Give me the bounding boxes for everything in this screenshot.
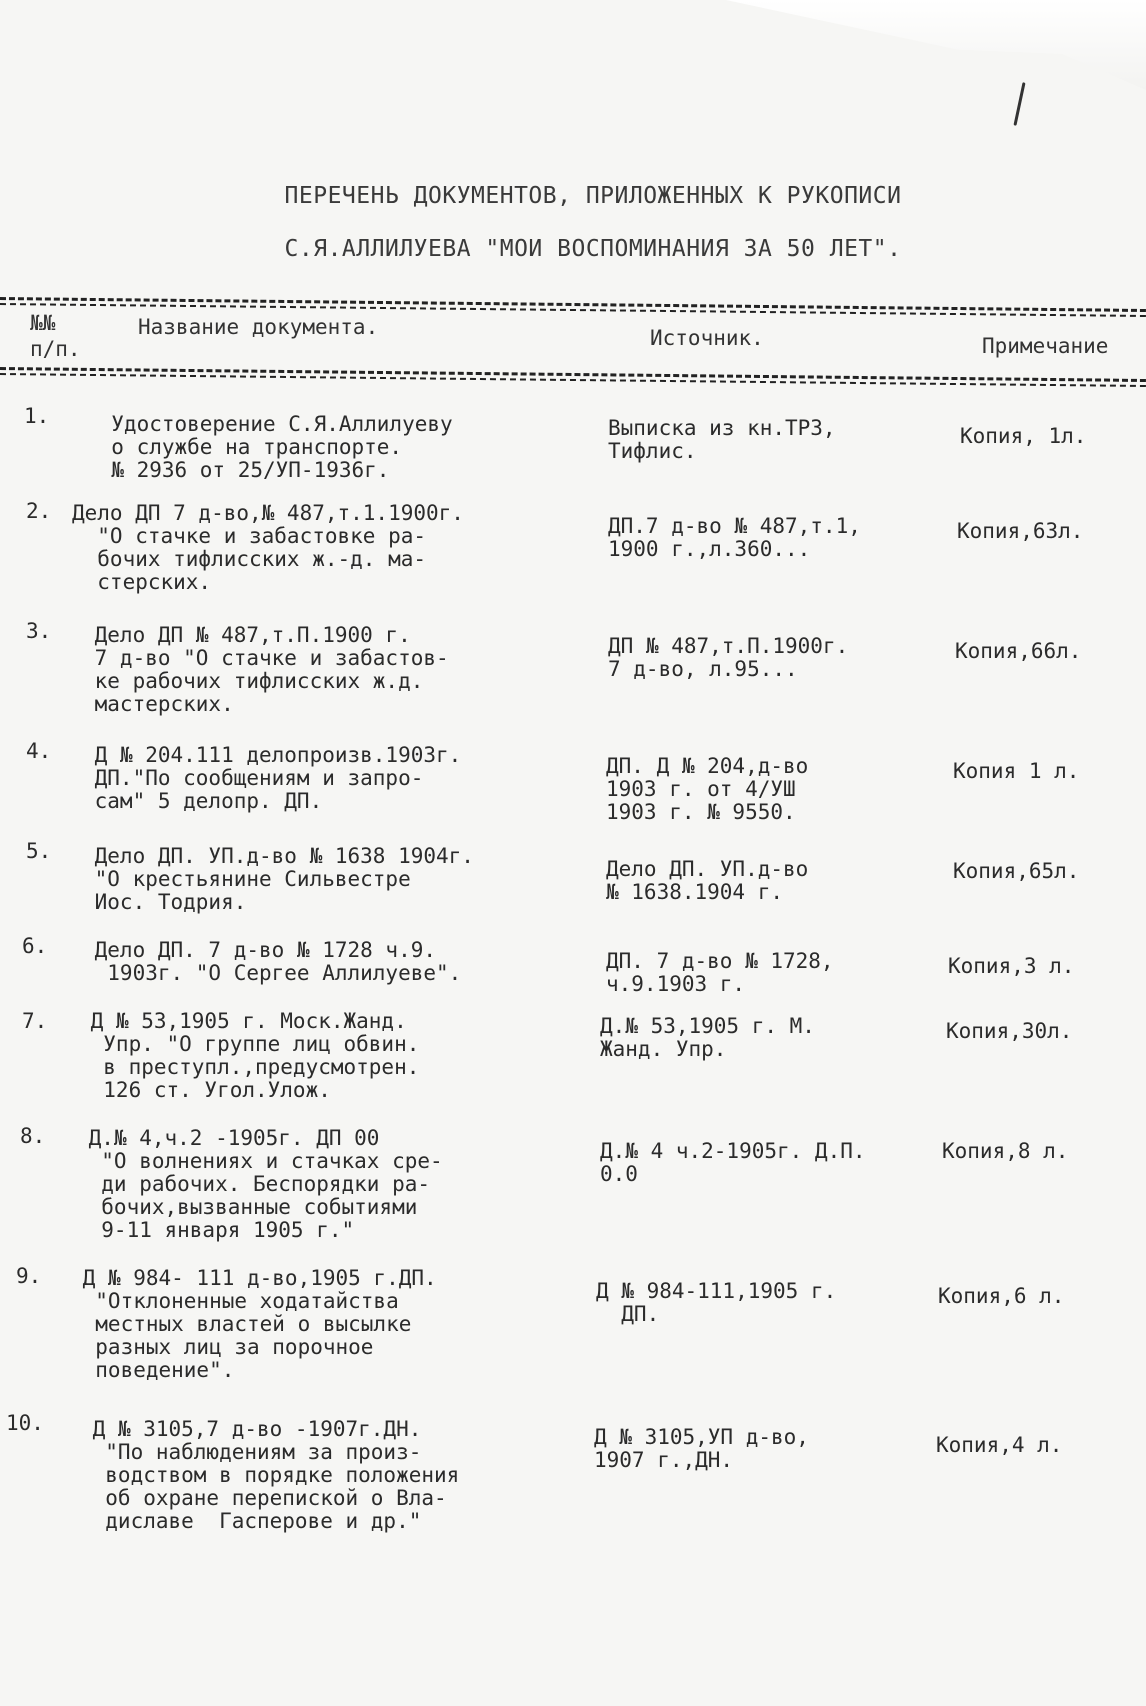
- document-name: Дело ДП. УП.д-во № 1638 1904г. "О крестьянине Сильвестре Иос. Тодрия.: [94, 844, 474, 914]
- row-number: 6.: [22, 934, 48, 958]
- document-source: Д.№ 53,1905 г. М. Жанд. Упр.: [600, 1014, 815, 1061]
- row-number: 5.: [26, 839, 52, 863]
- document-note: Копия,6 л.: [938, 1284, 1065, 1308]
- document-name: Удостоверение С.Я.Аллилуеву о службе на транспорте. № 2936 от 25/УП-1936г.: [111, 412, 453, 482]
- row-number: 4.: [26, 739, 52, 763]
- document-title-line-1: ПЕРЕЧЕНЬ ДОКУМЕНТОВ, ПРИЛОЖЕННЫХ К РУКОПИСИ: [284, 183, 902, 209]
- row-number: 2.: [26, 499, 52, 523]
- document-note: Копия,63л.: [957, 519, 1084, 543]
- document-source: ДП.7 д-во № 487,т.1, 1900 г.,л.360...: [608, 514, 861, 561]
- document-title-line-2: С.Я.АЛЛИЛУЕВА "МОИ ВОСПОМИНАНИЯ ЗА 50 ЛЕТ".: [284, 236, 902, 262]
- document-note: Копия,8 л.: [942, 1139, 1069, 1163]
- document-source: Выписка из кн.ТРЗ, Тифлис.: [608, 416, 836, 463]
- document-source: Д № 3105,УП д-во, 1907 г.,ДН.: [594, 1425, 809, 1472]
- document-note: Копия,65л.: [953, 859, 1080, 883]
- column-header-source: Источник.: [650, 326, 764, 350]
- row-number: 10.: [6, 1411, 44, 1435]
- document-note: Копия,66л.: [955, 639, 1082, 663]
- document-note: Копия, 1л.: [960, 424, 1087, 448]
- torn-corner: [726, 0, 1146, 90]
- document-name: Дело ДП. 7 д-во № 1728 ч.9. 1903г. "О Сергее Аллилуеве".: [94, 938, 462, 985]
- document-note: Копия,30л.: [946, 1019, 1073, 1043]
- document-name: Д № 3105,7 д-во -1907г.ДН. "По наблюдениям за произ- водством в порядке положения об охране перепиской о Вла- диславе Гасперове и др.": [92, 1417, 460, 1533]
- document-name: Д № 204.111 делопроизв.1903г. ДП."По сообщениям и запро- сам" 5 делопр. ДП.: [94, 743, 462, 813]
- document-source: Д № 984-111,1905 г. ДП.: [596, 1279, 837, 1326]
- document-source: Дело ДП. УП.д-во № 1638.1904 г.: [606, 857, 809, 904]
- row-number: 8.: [20, 1124, 46, 1148]
- row-number: 1.: [24, 404, 50, 428]
- document-note: Копия,3 л.: [948, 954, 1075, 978]
- column-header-name: Название документа.: [138, 315, 379, 339]
- document-source: Д.№ 4 ч.2-1905г. Д.П. 0.0: [600, 1139, 866, 1186]
- document-source: ДП. 7 д-во № 1728, ч.9.1903 г.: [606, 949, 834, 996]
- document-note: Копия,4 л.: [936, 1433, 1063, 1457]
- column-header-note: Примечание: [982, 334, 1109, 358]
- document-note: Копия 1 л.: [953, 759, 1080, 783]
- row-number: 9.: [16, 1264, 42, 1288]
- row-number: 7.: [22, 1009, 48, 1033]
- pen-stroke-mark: [1013, 82, 1025, 126]
- document-name: Дело ДП 7 д-во,№ 487,т.1.1900г. "О стачке и забастовке ра- бочих тифлисских ж.-д. ма- стерских.: [72, 501, 464, 594]
- column-header-number: №№ п/п.: [30, 311, 81, 361]
- document-source: ДП № 487,т.П.1900г. 7 д-во, л.95...: [608, 634, 849, 681]
- document-name: Д № 53,1905 г. Моск.Жанд. Упр. "О группе лиц обвин. в преступл.,предусмотрен. 126 ст. Угол.Улож.: [90, 1009, 420, 1102]
- document-name: Дело ДП № 487,т.П.1900 г. 7 д-во "О стачке и забастов- ке рабочих тифлисских ж.д. мастерских.: [94, 623, 449, 716]
- document-name: Д № 984- 111 д-во,1905 г.ДП. "Отклоненные ходатайства местных властей о высылке разных лиц за порочное поведение".: [82, 1266, 437, 1382]
- document-name: Д.№ 4,ч.2 -1905г. ДП 00 "О волнениях и стачках сре- ди рабочих. Беспорядки ра- бочих,вызванные событиями 9-11 января 1905 г.": [88, 1126, 443, 1242]
- row-number: 3.: [26, 619, 52, 643]
- document-source: ДП. Д № 204,д-во 1903 г. от 4/УШ 1903 г. № 9550.: [606, 754, 809, 824]
